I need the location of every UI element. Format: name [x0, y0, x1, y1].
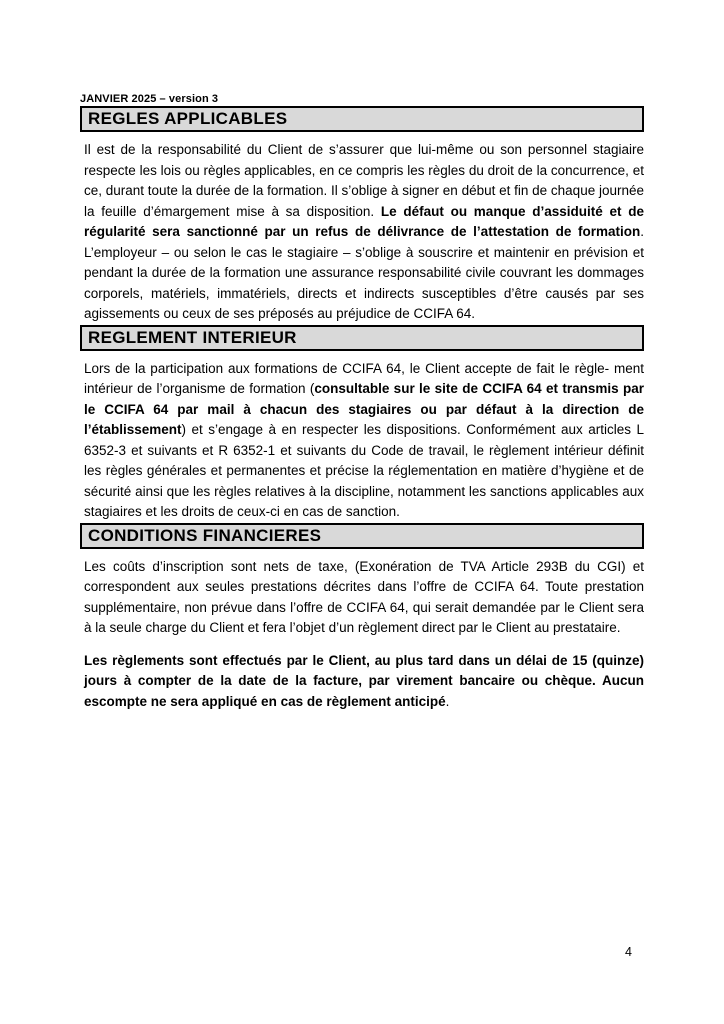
document-sections [80, 106, 644, 712]
section [80, 325, 644, 523]
text-run: Lors de la participation aux formations de CCIFA 64, le Client accepte de fait le règle- ment intérieur de l’organisme de formation ( [84, 360, 644, 396]
section-paragraphs [80, 557, 644, 713]
text-run: . [445, 693, 450, 709]
section [80, 106, 644, 325]
paragraph [84, 651, 644, 713]
section-heading: REGLEMENT INTERIEUR [80, 325, 644, 351]
page-number: 4 [625, 945, 632, 959]
section [80, 523, 644, 713]
document-content [80, 0, 644, 712]
text-run-bold: Le défaut ou manque d’assiduité et de régularité sera sanctionné par un refus de délivrance de l’attestation de formation [84, 203, 644, 239]
text-run: ) et s’engage à en respecter les dispositions. Conformément aux articles L 6352-3 et suivants et R 6352-1 et suivants du Code de travail, le règlement intérieur définit les règles générales et permanentes et précise la réglementation en matière d’hygiène et de sécurité ainsi que les règles relatives à la discipline, notamment les sanctions applicables aux stagiaires et les droits de ceux-ci en cas de sanction. [84, 422, 644, 519]
section-paragraphs [80, 359, 644, 523]
paragraph [84, 359, 644, 523]
text-run-bold: consultable sur le site de CCIFA 64 et transmis par le CCIFA 64 par mail à chacun des stagiaires ou par défaut à la direction de l’établissement [84, 381, 645, 437]
text-run: Les coûts d’inscription sont nets de taxe, (Exonération de TVA Article 293B du CGI) et correspondent aux seules prestations décrites dans l’offre de CCIFA 64. Toute prestation supplémentaire, non prévue dans l’offre de CCIFA 64, qui serait demandée par le Client sera à la seule charge du Client et fera l’objet d’un règlement direct par le Client au prestataire. [84, 558, 644, 635]
section-paragraphs [80, 140, 644, 325]
paragraph [84, 557, 644, 639]
text-run: Il est de la responsabilité du Client de s’assurer que lui-même ou son personnel stagiaire respecte les lois ou règles applicables, en ce compris les règles du droit de la concurrence, et ce, durant toute la durée de la formation. Il s’oblige à signer en début et fin de chaque journée la feuille d’émargement mise à sa disposition. [84, 142, 644, 219]
text-run-bold: Les règlements sont effectués par le Client, au plus tard dans un délai de 15 (quinze) jours à compter de la date de la facture, par virement bancaire ou chèque. Aucun escompte ne sera appliqué en cas de règlement anticipé [84, 652, 644, 709]
paragraph [84, 140, 644, 325]
section-heading: REGLES APPLICABLES [80, 106, 644, 132]
version-note: JANVIER 2025 – version 3 [80, 93, 219, 105]
section-heading: CONDITIONS FINANCIERES [80, 523, 644, 549]
text-run: . L’employeur – ou selon le cas le stagiaire – s’oblige à souscrire et maintenir en prévision et pendant la durée de la formation une assurance responsabilité civile couvrant les dommages corporels, matériels, immatériels, directs et indirects susceptibles d’être causés par ses agissements ou ceux de ses préposés au préjudice de CCIFA 64. [84, 224, 644, 321]
